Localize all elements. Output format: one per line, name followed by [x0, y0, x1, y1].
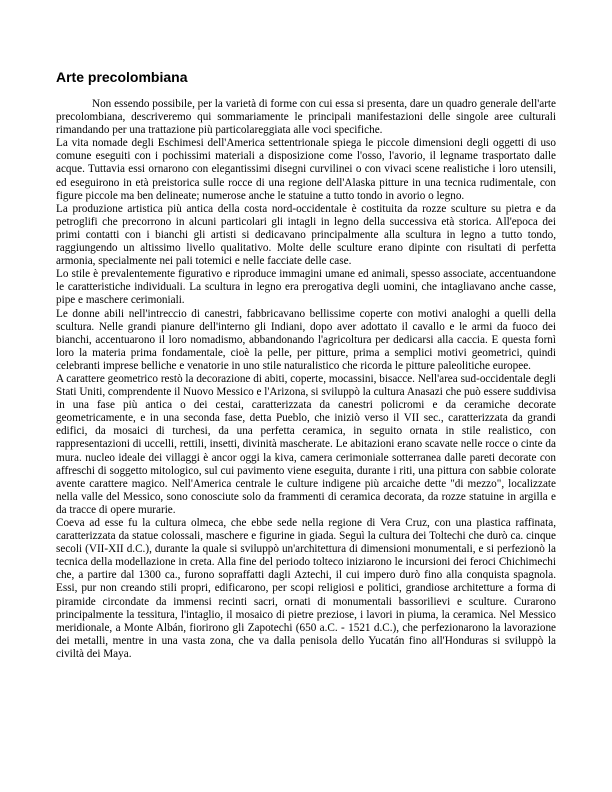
paragraph-stile: Lo stile è prevalentemente figurativo e riproduce immagini umane ed animali, spesso associate, accentuandone le caratteristiche individuali. La scultura in legno era prerogativa degli uomini, che intagliavano anche casse, pipe e maschere cerimoniali. [56, 268, 556, 307]
paragraph-carattere-geometrico: A carattere geometrico restò la decorazione di abiti, coperte, mocassini, bisacce. Nell'area sud-occidentale degli Stati Uniti, comprendente il Nuovo Messico e l'Arizona, si sviluppò la cultura Anasazi che può essere suddivisa in una fase più antica o dei cestai, caratterizzata da canestri policromi e da ceramiche decorate geometricamente, e in una seconda fase, detta Pueblo, che iniziò verso il VII sec., caratterizzata da grandi edifici, da mosaici di turchesi, da una perfetta ceramica, in seguito ornata in stile realistico, con rappresentazioni di uccelli, rettili, insetti, divinità mascherate. Le abitazioni erano scavate nelle rocce o cinte da mura. nucleo ideale dei villaggi è ancor oggi la kiva, camera cerimoniale sotterranea dalle pareti decorate con affreschi di soggetto mitologico, sul cui pavimento viene eseguita, durante i riti, una pittura con sabbie colorate avente carattere magico. Nell'America centrale le culture indigene più arcaiche dette "di mezzo", localizzate nella valle del Messico, sono conosciute solo da frammenti di ceramica decorata, da rozze statuine in argilla e da tracce di opere murarie. [56, 372, 556, 516]
paragraph-costa-nord-occidentale: La produzione artistica più antica della costa nord-occidentale è costituita da rozze sculture su pietra e da petroglifi che precorrono in alcuni particolari gli intagli in legno della successiva età storica. All'epoca dei primi contatti con i bianchi gli artisti si dedicavano principalmente alla scultura in legno a tutto tondo, raggiungendo un altissimo livello qualitativo. Molte delle sculture erano dipinte con risultati di perfetta armonia, specialmente nei pali totemici e nelle facciate delle case. [56, 202, 556, 268]
paragraph-intro: Non essendo possibile, per la varietà di forme con cui essa si presenta, dare un quadro generale dell'arte precolombiana, descriveremo qui sommariamente le principali manifestazioni delle singole aree culturali rimandando per una trattazione più particolareggiata alle voci specifiche. [56, 98, 556, 137]
document-page [56, 68, 556, 661]
document-title: Arte precolombiana [56, 69, 188, 85]
paragraph-cultura-olmeca: Coeva ad esse fu la cultura olmeca, che ebbe sede nella regione di Vera Cruz, con una plastica raffinata, caratterizzata da statue colossali, maschere e figurine in giada. Seguì la cultura dei Toltechi che durò ca. cinque secoli (VII-XII d.C.), durante la quale si sviluppò un'architettura di dimensioni monumentali, e si perfezionò la tecnica della modellazione in creta. Alla fine del periodo tolteco iniziarono le incursioni dei feroci Chichimechi che, a partire dal 1300 ca., furono sopraffatti dagli Aztechi, il cui impero durò fino alla conquista spagnola. Essi, pur non creando stili propri, edificarono, per scopi religiosi e politici, grandiose architetture a forma di piramide circondate da immensi recinti sacri, ornati di monumentali bassorilievi e sculture. Curarono principalmente la tessitura, l'intaglio, il mosaico di pietre preziose, i lavori in piuma, la ceramica. Nel Messico meridionale, a Monte Albán, fiorirono gli Zapotechi (650 a.C. - 1521 d.C.), che perfezionarono la lavorazione dei metalli, mentre in una vasta zona, che va dalla penisola dello Yucatán fino all'Honduras si sviluppò la civiltà dei Maya. [56, 517, 556, 660]
paragraph-eschimesi: La vita nomade degli Eschimesi dell'America settentrionale spiega le piccole dimensioni degli oggetti di uso comune eseguiti con i pochissimi materiali a disposizione come l'osso, l'avorio, il legname trasportato dalle acque. Tuttavia essi ornarono con elegantissimi disegni curvilinei o con vivaci scene realistiche i loro utensili, ed eseguirono in età preistorica sulle rocce di una regione dell'Alaska pitture in una tecnica rudimentale, con figure piccole ma ben delineate; numerose anche le statuine a tutto tondo in avorio o legno. [56, 137, 556, 202]
paragraph-donne: Le donne abili nell'intreccio di canestri, fabbricavano bellissime coperte con motivi analoghi a quelli della scultura. Nelle grandi pianure dell'interno gli Indiani, dopo aver adottato il cavallo e le armi da fuoco dei bianchi, accentuarono il loro nomadismo, abbandonando l'agricoltura per dedicarsi alla caccia. E questa fornì loro la materia prima fondamentale, cioè la pelle, per pitture, prima a semplici motivi geometrici, quindi celebranti imprese belliche e venatorie in uno stile naturalistico che ricorda le pitture paleolitiche europee. [56, 307, 556, 372]
